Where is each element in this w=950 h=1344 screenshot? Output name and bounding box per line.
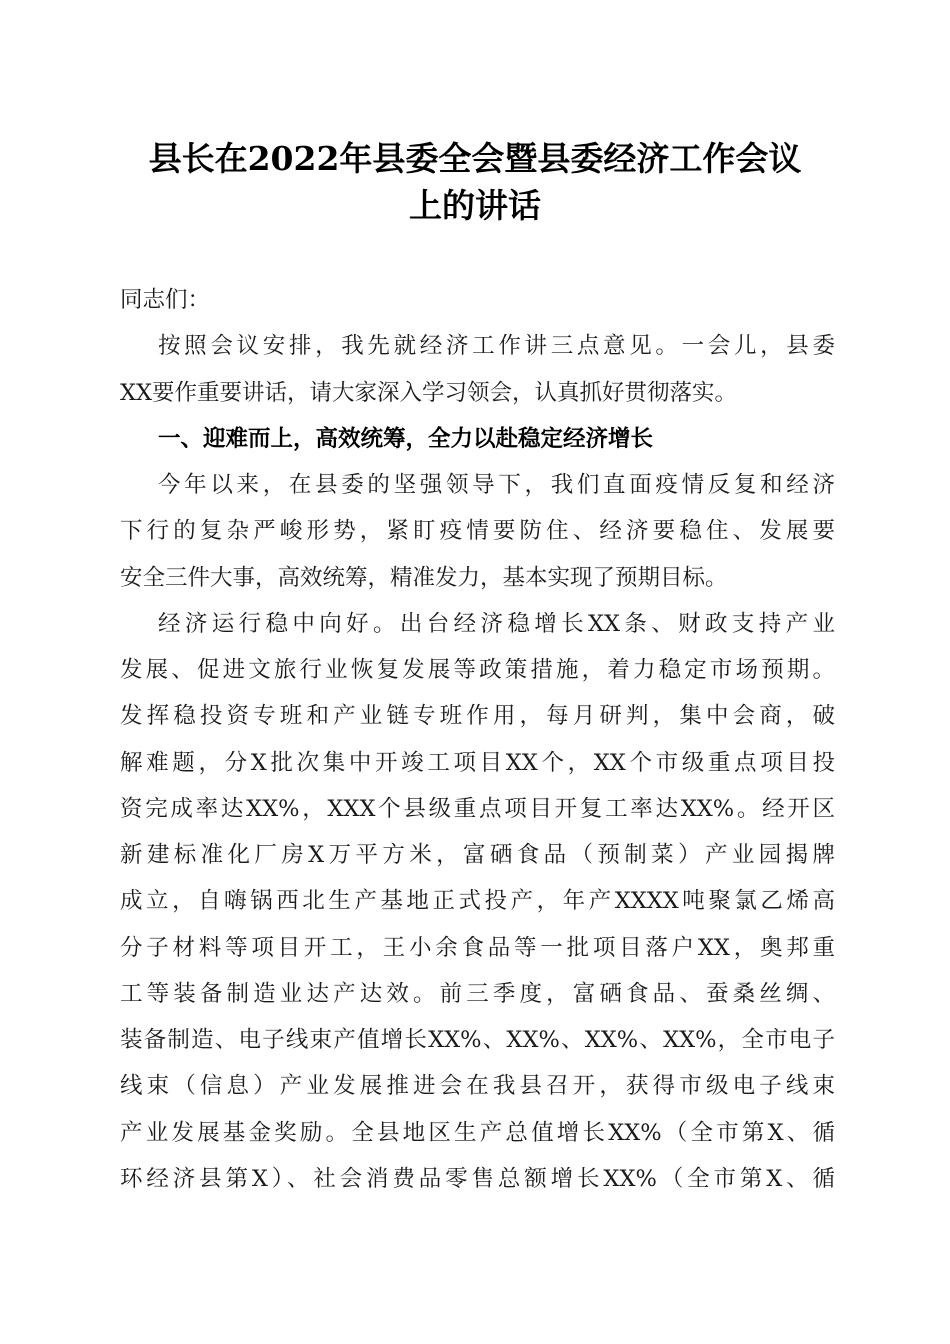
document-body — [120, 277, 835, 1202]
document-title — [100, 135, 850, 229]
paragraph-line: 成立，自嗨锅西北生产基地正式投产，年产XXXX吨聚氯乙烯高 — [120, 888, 835, 915]
paragraph-line: 新建标准化厂房X万平方米，富硒食品（预制菜）产业园揭牌 — [120, 842, 835, 868]
paragraph-line: 产业发展基金奖励。全县地区生产总值增长XX%（全市第X、循 — [120, 1119, 835, 1146]
paragraph-line: 资完成率达XX%，XXX个县级重点项目开复工率达XX%。经开区 — [120, 795, 835, 822]
paragraph-line: 今年以来，在县委的坚强领导下，我们直面疫情反复和经济 — [158, 472, 835, 498]
section-heading: 一、迎难而上，高效统筹，全力以赴稳定经济增长 — [158, 425, 654, 452]
paragraph-line: XX要作重要讲话，请大家深入学习领会，认真抓好贯彻落实。 — [120, 379, 738, 406]
paragraph-line: 发挥稳投资专班和产业链专班作用，每月研判，集中会商，破 — [120, 703, 835, 730]
paragraph-line: 下行的复杂严峻形势，紧盯疫情要防住、经济要稳住、发展要 — [120, 518, 835, 545]
title-line-1: 县长在2022年县委全会暨县委经济工作会议 — [148, 139, 802, 178]
salutation: 同志们： — [120, 287, 211, 313]
paragraph-line: 按照会议安排，我先就经济工作讲三点意见。一会儿，县委 — [158, 333, 835, 360]
paragraph-line: 装备制造、电子线束产值增长XX%、XX%、XX%、XX%，全市电子 — [120, 1027, 835, 1053]
paragraph-line: 安全三件大事，高效统筹，精准发力，基本实现了预期目标。 — [120, 564, 728, 591]
paragraph-line: 工等装备制造业达产达效。前三季度，富硒食品、蚕桑丝绸、 — [120, 980, 835, 1007]
paragraph-line: 发展、促进文旅行业恢复发展等政策措施，着力稳定市场预期。 — [120, 657, 835, 683]
paragraph-line: 线束（信息）产业发展推进会在我县召开，获得市级电子线束 — [120, 1073, 835, 1100]
paragraph-line: 经济运行稳中向好。出台经济稳增长XX条、财政支持产业 — [158, 610, 835, 637]
paragraph-line: 解难题，分X批次集中开竣工项目XX个，XX个市级重点项目投 — [120, 749, 835, 776]
title-line-2: 上的讲话 — [409, 186, 541, 225]
paragraph-line: 环经济县第X）、社会消费品零售总额增长XX%（全市第X、循 — [120, 1165, 835, 1192]
paragraph-line: 分子材料等项目开工，王小余食品等一批项目落户XX，奥邦重 — [120, 934, 835, 961]
